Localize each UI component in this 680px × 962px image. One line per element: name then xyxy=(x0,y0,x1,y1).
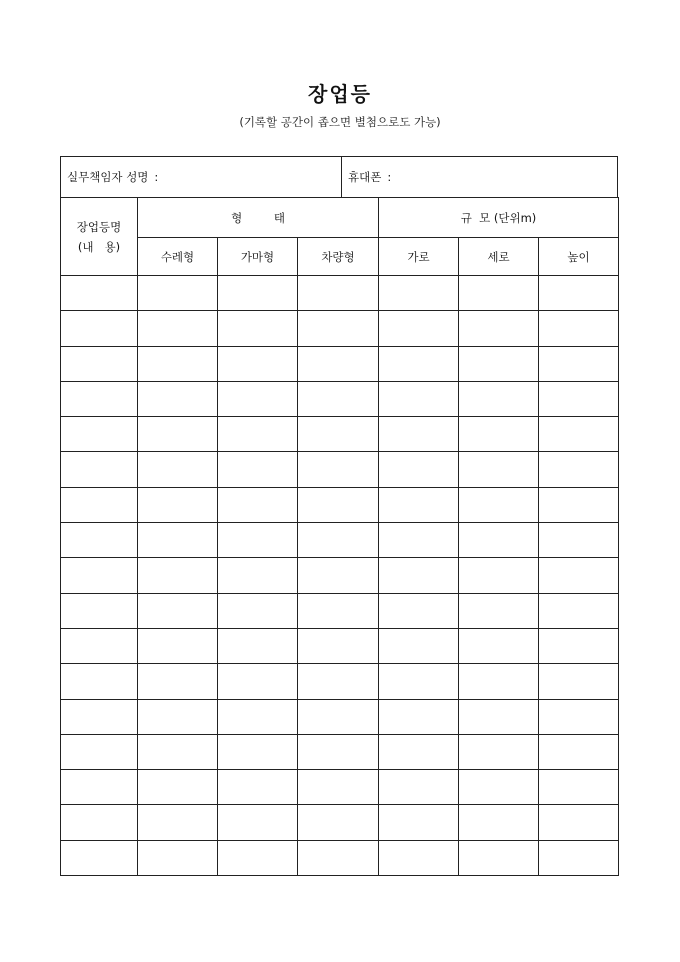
page-title: 장업등 xyxy=(308,82,372,106)
table-cell[interactable] xyxy=(138,487,218,522)
table-cell[interactable] xyxy=(459,381,539,416)
table-row xyxy=(61,664,619,699)
table-cell[interactable] xyxy=(539,487,619,522)
table-cell[interactable] xyxy=(298,452,379,487)
table-cell[interactable] xyxy=(539,664,619,699)
table-cell[interactable] xyxy=(61,734,138,769)
table-cell[interactable] xyxy=(61,699,138,734)
table-cell[interactable] xyxy=(298,734,379,769)
table-cell[interactable] xyxy=(379,699,459,734)
table-cell[interactable] xyxy=(298,487,379,522)
table-cell[interactable] xyxy=(61,417,138,452)
table-cell[interactable] xyxy=(298,664,379,699)
table-cell[interactable] xyxy=(459,452,539,487)
table-cell[interactable] xyxy=(138,558,218,593)
table-cell[interactable] xyxy=(379,346,459,381)
table-cell[interactable] xyxy=(218,628,298,663)
table-row xyxy=(61,628,619,663)
table-cell[interactable] xyxy=(61,487,138,522)
phone-field[interactable] xyxy=(342,157,617,197)
col-header-height: 높이 xyxy=(539,238,619,276)
table-row xyxy=(61,593,619,628)
table-cell[interactable] xyxy=(218,346,298,381)
table-row xyxy=(61,770,619,805)
table-cell[interactable] xyxy=(138,805,218,840)
table-cell[interactable] xyxy=(379,805,459,840)
table-cell[interactable] xyxy=(218,452,298,487)
table-cell[interactable] xyxy=(218,276,298,311)
table-cell[interactable] xyxy=(218,417,298,452)
table-cell[interactable] xyxy=(459,311,539,346)
col-header-width: 가로 xyxy=(379,238,459,276)
table-row xyxy=(61,699,619,734)
table-cell[interactable] xyxy=(138,664,218,699)
table-cell[interactable] xyxy=(61,346,138,381)
table-cell[interactable] xyxy=(298,276,379,311)
table-cell[interactable] xyxy=(379,523,459,558)
table-cell[interactable] xyxy=(379,381,459,416)
table-row xyxy=(61,840,619,875)
table-cell[interactable] xyxy=(379,770,459,805)
phone-label: 휴대폰 xyxy=(348,170,382,184)
table-cell[interactable] xyxy=(61,311,138,346)
table-cell[interactable] xyxy=(539,417,619,452)
table-cell[interactable] xyxy=(61,628,138,663)
table-cell[interactable] xyxy=(539,276,619,311)
table-cell[interactable] xyxy=(459,805,539,840)
table-cell[interactable] xyxy=(459,346,539,381)
table-cell[interactable] xyxy=(298,346,379,381)
table-row xyxy=(61,734,619,769)
table-cell[interactable] xyxy=(298,593,379,628)
table-cell[interactable] xyxy=(459,840,539,875)
table-cell[interactable] xyxy=(379,276,459,311)
table-cell[interactable] xyxy=(138,311,218,346)
table-cell[interactable] xyxy=(539,770,619,805)
table-row xyxy=(61,417,619,452)
table-row xyxy=(61,452,619,487)
table-cell[interactable] xyxy=(61,523,138,558)
table-cell[interactable] xyxy=(218,734,298,769)
table-cell[interactable] xyxy=(218,381,298,416)
table-cell[interactable] xyxy=(298,805,379,840)
table-cell[interactable] xyxy=(61,593,138,628)
table-cell[interactable] xyxy=(218,311,298,346)
table-cell[interactable] xyxy=(539,311,619,346)
table-cell[interactable] xyxy=(379,417,459,452)
table-cell[interactable] xyxy=(138,840,218,875)
table-cell[interactable] xyxy=(298,628,379,663)
table-cell[interactable] xyxy=(539,381,619,416)
table-cell[interactable] xyxy=(218,487,298,522)
table-cell[interactable] xyxy=(298,840,379,875)
table-cell[interactable] xyxy=(138,699,218,734)
table-cell[interactable] xyxy=(539,452,619,487)
table-cell[interactable] xyxy=(379,664,459,699)
table-row xyxy=(61,558,619,593)
table-cell[interactable] xyxy=(379,487,459,522)
table-cell[interactable] xyxy=(539,699,619,734)
table-cell[interactable] xyxy=(218,840,298,875)
table-cell[interactable] xyxy=(539,558,619,593)
table-cell[interactable] xyxy=(459,699,539,734)
table-cell[interactable] xyxy=(138,593,218,628)
table-row xyxy=(61,487,619,522)
table-cell[interactable] xyxy=(539,628,619,663)
table-cell[interactable] xyxy=(459,734,539,769)
manager-name-colon: : xyxy=(154,170,159,184)
table-cell[interactable] xyxy=(218,805,298,840)
table-cell[interactable] xyxy=(218,558,298,593)
table-cell[interactable] xyxy=(138,770,218,805)
table-row xyxy=(61,805,619,840)
table-cell[interactable] xyxy=(298,699,379,734)
table-cell[interactable] xyxy=(298,417,379,452)
table-row xyxy=(61,311,619,346)
table-cell[interactable] xyxy=(61,452,138,487)
table-cell[interactable] xyxy=(379,452,459,487)
table-row xyxy=(61,346,619,381)
table-cell[interactable] xyxy=(61,381,138,416)
table-cell[interactable] xyxy=(298,523,379,558)
table-cell[interactable] xyxy=(138,734,218,769)
table-cell[interactable] xyxy=(138,452,218,487)
table-cell[interactable] xyxy=(138,628,218,663)
equipment-table xyxy=(60,197,619,876)
table-cell[interactable] xyxy=(379,734,459,769)
table-cell[interactable] xyxy=(218,593,298,628)
table-cell[interactable] xyxy=(379,558,459,593)
table-cell[interactable] xyxy=(61,664,138,699)
manager-name-field[interactable] xyxy=(61,157,342,197)
table-cell[interactable] xyxy=(298,311,379,346)
table-cell[interactable] xyxy=(138,523,218,558)
table-cell[interactable] xyxy=(539,346,619,381)
table-row xyxy=(61,276,619,311)
table-cell[interactable] xyxy=(298,558,379,593)
table-cell[interactable] xyxy=(379,311,459,346)
table-cell[interactable] xyxy=(459,558,539,593)
table-cell[interactable] xyxy=(459,664,539,699)
table-cell[interactable] xyxy=(459,417,539,452)
table-cell[interactable] xyxy=(539,523,619,558)
table-cell[interactable] xyxy=(218,664,298,699)
table-row xyxy=(61,523,619,558)
table-cell[interactable] xyxy=(539,734,619,769)
table-cell[interactable] xyxy=(298,381,379,416)
table-cell[interactable] xyxy=(459,523,539,558)
page-subtitle: (기록할 공간이 좁으면 별첨으로도 가능) xyxy=(239,115,441,129)
name-header xyxy=(61,198,138,276)
table-cell[interactable] xyxy=(298,770,379,805)
table-cell[interactable] xyxy=(379,628,459,663)
table-cell[interactable] xyxy=(539,805,619,840)
table-cell[interactable] xyxy=(539,593,619,628)
table-cell[interactable] xyxy=(61,840,138,875)
table-cell[interactable] xyxy=(61,276,138,311)
table-cell[interactable] xyxy=(218,770,298,805)
name-header-line2: (내 용) xyxy=(77,239,121,254)
name-header-line1: 장업등명 xyxy=(76,219,122,234)
table-cell[interactable] xyxy=(459,276,539,311)
form-header: 형 태 xyxy=(138,198,379,238)
table-cell[interactable] xyxy=(61,558,138,593)
table-cell[interactable] xyxy=(459,628,539,663)
col-header-length: 세로 xyxy=(459,238,539,276)
table-cell[interactable] xyxy=(61,805,138,840)
table-cell[interactable] xyxy=(539,840,619,875)
table-cell[interactable] xyxy=(138,346,218,381)
table-cell[interactable] xyxy=(459,487,539,522)
table-cell[interactable] xyxy=(138,276,218,311)
phone-colon: : xyxy=(387,170,392,184)
table-cell[interactable] xyxy=(138,417,218,452)
col-header-cart: 수레형 xyxy=(138,238,218,276)
scale-header: 규 모 (단위m) xyxy=(379,198,619,238)
table-cell[interactable] xyxy=(61,770,138,805)
table-cell[interactable] xyxy=(218,523,298,558)
table-cell[interactable] xyxy=(379,593,459,628)
col-header-vehicle: 차량형 xyxy=(298,238,379,276)
table-cell[interactable] xyxy=(459,770,539,805)
table-cell[interactable] xyxy=(218,699,298,734)
table-row xyxy=(61,381,619,416)
manager-name-label: 실무책임자 성명 xyxy=(67,170,149,184)
info-row xyxy=(60,156,618,198)
table-cell[interactable] xyxy=(459,593,539,628)
table-cell[interactable] xyxy=(379,840,459,875)
table-cell[interactable] xyxy=(138,381,218,416)
col-header-palanquin: 가마형 xyxy=(218,238,298,276)
